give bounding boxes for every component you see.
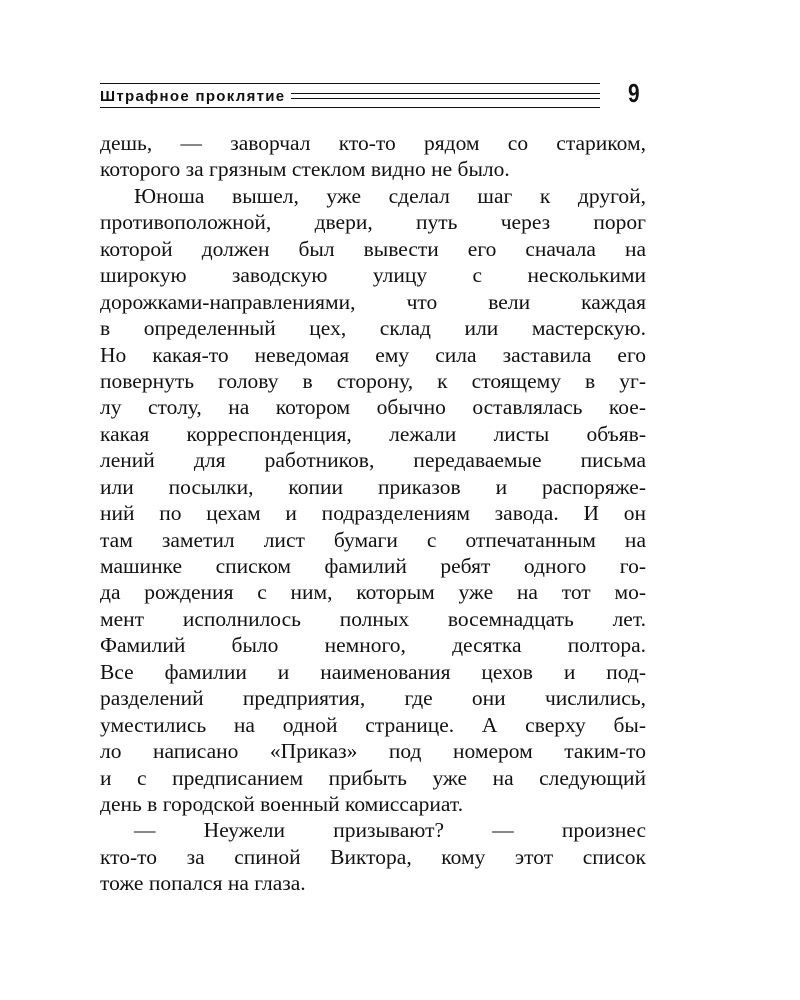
text-line: противоположной, двери, путь через порог [100,210,646,235]
page-number: 9 [628,78,640,108]
text-line: которой должен был вывести его сначала на [100,236,646,261]
text-line: дорожками-направлениями, что вели каждая [100,289,646,314]
text-line: там заметил лист бумаги с отпечатанным на [100,527,646,552]
text-line: — Неужели призывают? — произнес [134,818,646,843]
text-line: мент исполнилось полных восемнадцать лет. [100,606,646,631]
text-line: Все фамилии и наименования цехов и под- [100,659,646,684]
text-line: лу столу, на котором обычно оставлялась кое- [100,395,646,420]
text-line: в определенный цех, склад или мастерскую. [100,316,646,341]
text-line: уместились на одной странице. А сверху бы- [100,712,646,737]
running-header [100,83,646,111]
text-line: машинке списком фамилий ребят одного го- [100,554,646,578]
text-line: повернуть голову в сторону, к стоящему в уг- [100,368,646,393]
header-rule-top [100,83,600,84]
text-line: ло написано «Приказ» под номером таким-то [100,739,646,764]
text-line: разделений предприятия, где они числились, [100,686,646,711]
text-line: которого за грязным стеклом видно не было. [100,157,510,182]
text-line: ний по цехам и подразделениям завода. И он [100,501,646,526]
text-line: и с предписанием прибыть уже на следующий [100,765,646,790]
body-text [100,130,646,897]
text-line: Фамилий было немного, десятка полтора. [100,633,646,658]
text-line: лений для работников, передаваемые письма [100,448,646,473]
text-line: широкую заводскую улицу с несколькими [100,263,646,288]
text-line: Но какая-то неведомая ему сила заставила его [100,342,646,367]
running-title: Штрафное проклятие [100,88,291,106]
text-line: какая корреспонденция, лежали листы объяв- [100,421,646,446]
text-line: кто-то за спиной Виктора, кому этот список [100,844,646,869]
text-line: или посылки, копии приказов и распоряже- [100,474,646,499]
text-line: дешь, — заворчал кто-то рядом со стариком, [100,131,646,155]
text-line: Юноша вышел, уже сделал шаг к другой, [134,183,646,208]
text-line: да рождения с ним, которым уже на тот мо- [100,580,646,605]
header-rule-bottom [100,107,600,108]
text-line: день в городской военный комиссариат. [100,791,464,816]
text-line: тоже попался на глаза. [100,871,306,896]
